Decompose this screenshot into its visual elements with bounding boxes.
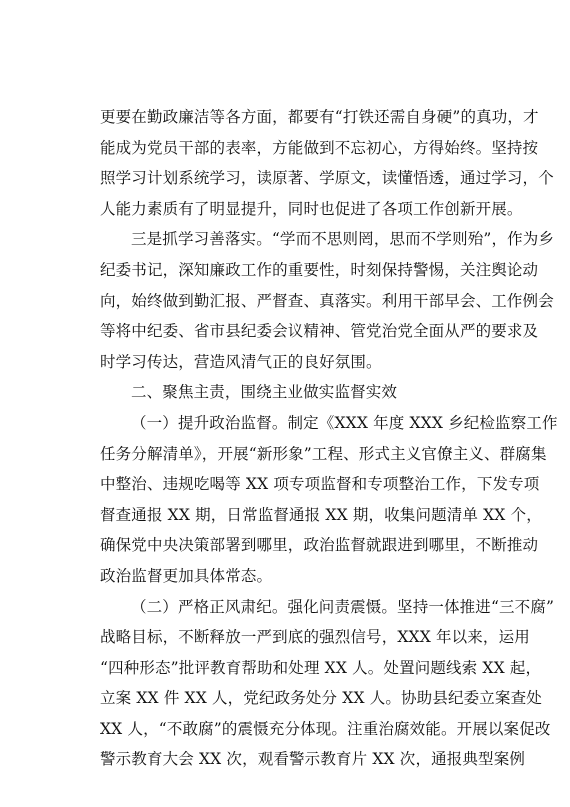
document-body bbox=[100, 102, 558, 775]
paragraph-line: 中整治、违规吃喝等 XX 项专项监督和专项整治工作，下发专项 bbox=[100, 475, 540, 494]
section-heading: 二、聚焦主责，围绕主业做实监督实效 bbox=[131, 383, 398, 402]
paragraph-line: 时学习传达，营造风清气正的良好氛围。 bbox=[100, 352, 382, 371]
paragraph-line: 照学习计划系统学习，读原著、学原文，读懂悟透，通过学习，个 bbox=[100, 169, 554, 188]
paragraph-line: “四种形态”批评教育帮助和处理 XX 人。处置问题线索 XX 起， bbox=[100, 658, 542, 677]
paragraph-line: 立案 XX 件 XX 人，党纪政务处分 XX 人。协助县纪委立案查处 bbox=[100, 689, 542, 708]
paragraph-line: 纪委书记，深知廉政工作的重要性，时刻保持警惕，关注舆论动 bbox=[100, 260, 539, 279]
paragraph-line: XX 人，“不敢腐”的震慑充分体现。注重治腐效能。开展以案促改 bbox=[100, 719, 551, 738]
paragraph-line: 向，始终做到勤汇报、严督查、真落实。利用干部早会、工作例会 bbox=[100, 291, 554, 310]
paragraph-line: 更要在勤政廉洁等各方面，都要有“打铁还需自身硬”的真功，才 bbox=[100, 108, 539, 126]
paragraph-line: 人能力素质有了明显提升，同时也促进了各项工作创新开展。 bbox=[100, 199, 523, 218]
paragraph-line: 政治监督更加具体常态。 bbox=[100, 566, 273, 585]
paragraph-line: （二）严格正风肃纪。强化问责震慑。坚持一体推进“三不腐” bbox=[131, 597, 555, 616]
paragraph-line: 警示教育大会 XX 次，观看警示教育片 XX 次，通报典型案例 bbox=[100, 750, 525, 769]
paragraph-line: 任务分解清单》，开展“新形象”工程、形式主义官僚主义、群腐集 bbox=[100, 444, 547, 463]
paragraph-line: 能成为党员干部的表率，方能做到不忘初心，方得始终。坚持按 bbox=[100, 138, 539, 157]
paragraph-line: （一）提升政治监督。制定《XXX 年度 XXX 乡纪检监察工作 bbox=[131, 413, 558, 432]
paragraph-line: 等将中纪委、省市县纪委会议精神、管党治党全面从严的要求及 bbox=[100, 322, 539, 341]
paragraph-line: 确保党中央决策部署到哪里，政治监督就跟进到哪里，不断推动 bbox=[100, 536, 539, 555]
paragraph-line: 战略目标，不断释放一严到底的强烈信号，XXX 年以来，运用 bbox=[100, 628, 530, 647]
paragraph-line: 三是抓学习善落实。“学而不思则罔，思而不学则殆”，作为乡 bbox=[131, 230, 555, 249]
paragraph-line: 督查通报 XX 期，日常监督通报 XX 期，收集问题清单 XX 个， bbox=[100, 505, 542, 524]
